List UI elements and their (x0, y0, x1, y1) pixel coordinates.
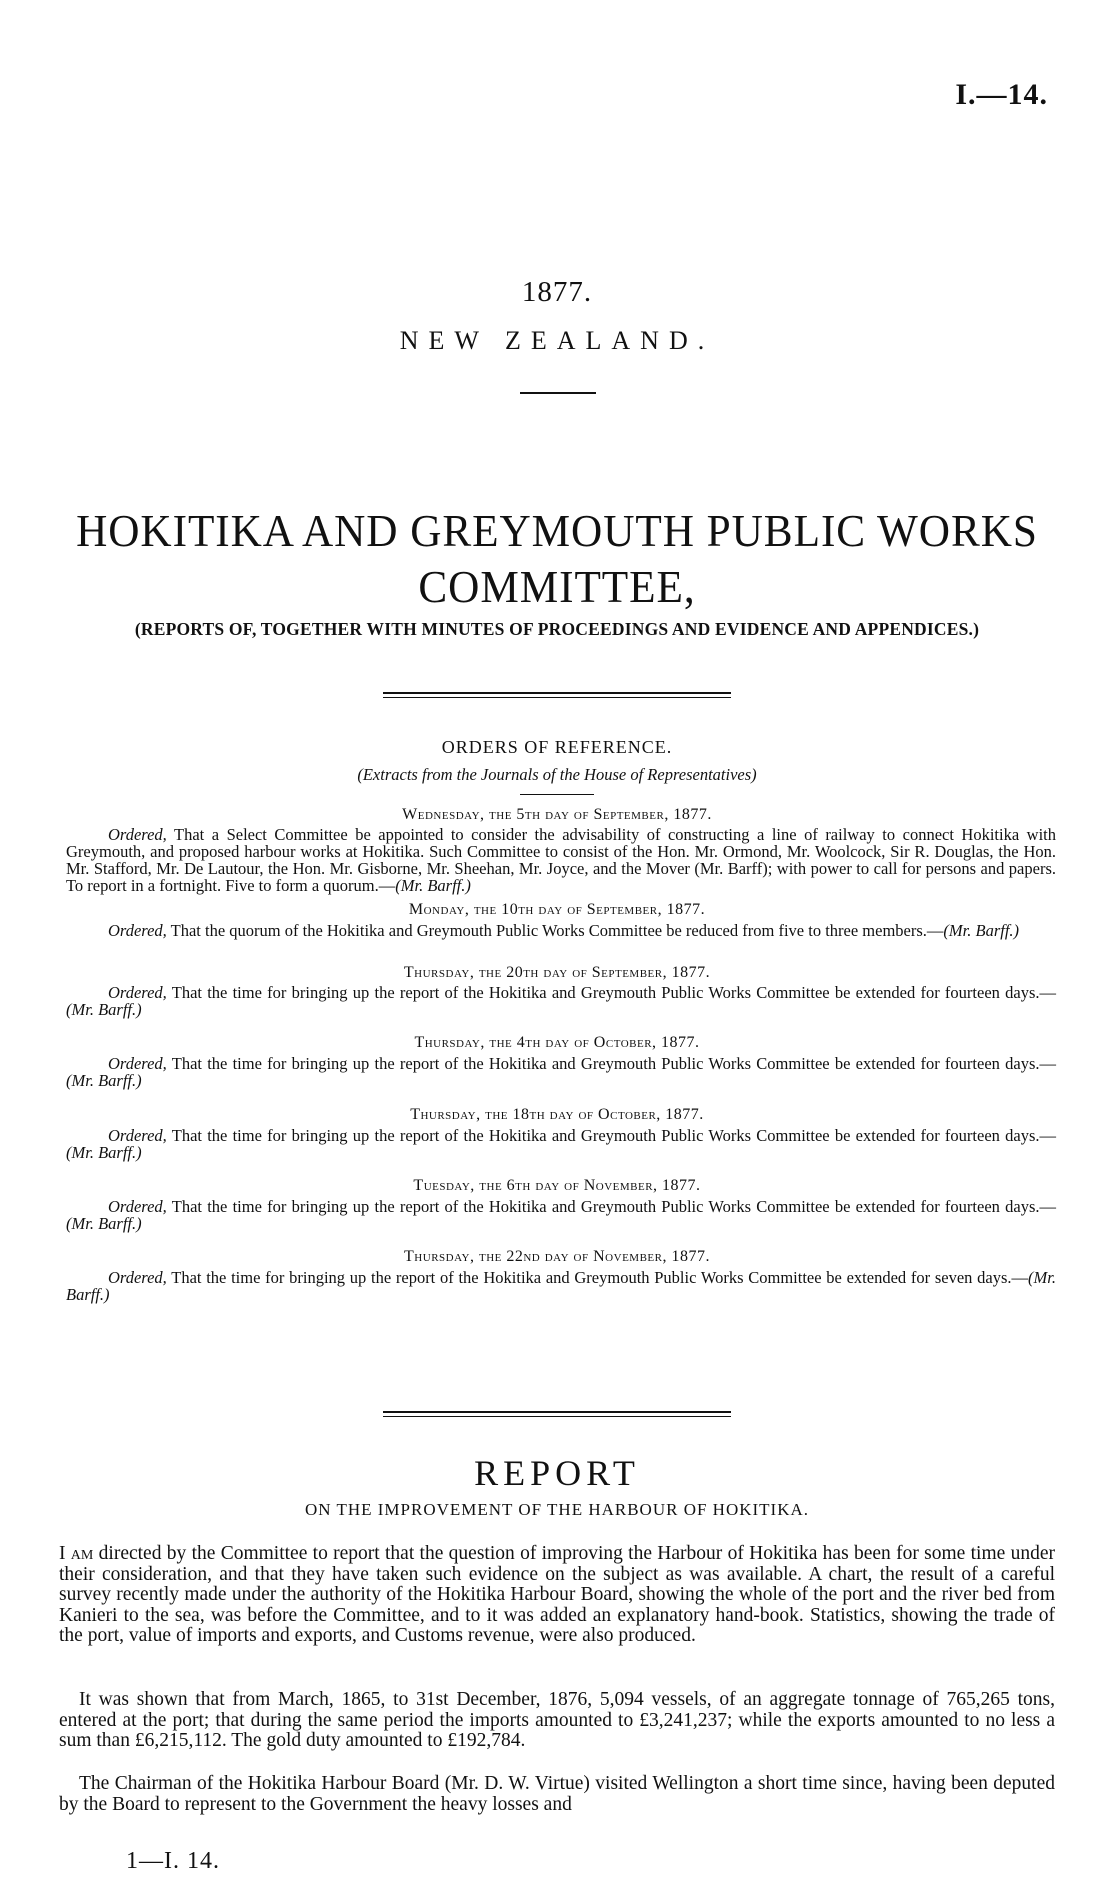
order-lead: Ordered, (108, 1268, 167, 1287)
orders-heading: ORDERS OF REFERENCE. (441, 737, 673, 757)
report-paragraph: It was shown that from March, 1865, to 31st December, 1876, 5,094 vessels, of an aggregate tonnage of 765,265 tons, entered at the port; that during the same period the imports amounted to £3,241,237; while the exports amounted to no less a sum than £6,215,112. The gold duty amounted to £192,784. (59, 1689, 1055, 1751)
order-text: That a Select Committee be appointed to consider the advisability of constructing a line of railway to connect Hokitika with Greymouth, and proposed harbour works at Hokitika. Such Committee to consist of the Hon. Mr. Ormond, Mr. Woolcock, Sir R. Douglas, the Hon. Mr. Stafford, Mr. De Lautour, the Hon. Mr. Gisborne, Mr. Sheehan, Mr. Joyce, and the Mover (Mr. Barff); with power to call for persons and papers. To report in a fortnight. Five to form a quorum.— (66, 825, 1056, 895)
order-lead: Ordered, (108, 1126, 167, 1145)
order-text: That the time for bringing up the report of the Hokitika and Greymouth Public Works Committee be extended for seven days.— (166, 1268, 1029, 1287)
orders-source: (Extracts from the Journals of the House of Representatives) (357, 765, 757, 784)
order-paragraph (66, 1055, 1056, 1089)
order-lead: Ordered, (108, 1197, 167, 1216)
document-reference: I.—14. (955, 78, 1048, 111)
order-date: Thursday, the 20th day of September, 1877. (403, 964, 711, 981)
section-divider (383, 692, 731, 698)
country-heading: NEW ZEALAND. (399, 326, 715, 355)
order-date: Monday, the 10th day of September, 1877. (408, 901, 706, 918)
publication-year: 1877. (521, 276, 593, 308)
short-rule (520, 392, 596, 394)
order-text: That the time for bringing up the report of the Hokitika and Greymouth Public Works Committee be extended for fourteen days.— (166, 983, 1056, 1002)
order-lead: Ordered, (108, 921, 167, 940)
order-paragraph (66, 826, 1056, 894)
report-paragraph: The Chairman of the Hokitika Harbour Board (Mr. D. W. Virtue) visited Wellington a short time since, having been deputed by the Board to represent to the Government the heavy losses and (59, 1773, 1055, 1815)
order-text: That the quorum of the Hokitika and Greymouth Public Works Committee be reduced from five to three members.— (166, 921, 944, 940)
order-lead: Ordered, (108, 825, 167, 844)
report-lead: I am (59, 1543, 94, 1564)
order-date: Thursday, the 18th day of October, 1877. (410, 1106, 704, 1123)
order-date: Wednesday, the 5th day of September, 1877. (402, 806, 712, 823)
order-paragraph (66, 1198, 1056, 1232)
document-subtitle: (REPORTS OF, TOGETHER WITH MINUTES OF PROCEEDINGS AND EVIDENCE AND APPENDICES.) (134, 619, 980, 639)
order-mover: (Mr. Barff.) (66, 1000, 142, 1019)
report-subheading: ON THE IMPROVEMENT OF THE HARBOUR OF HOKITIKA. (304, 1500, 810, 1519)
document-title-line-2: COMMITTEE, (418, 561, 696, 612)
order-mover: (Mr. Barff.) (66, 1214, 142, 1233)
order-mover: (Mr. Barff.) (395, 876, 471, 895)
short-rule (520, 794, 594, 795)
report-heading: REPORT (474, 1453, 640, 1493)
order-mover: (Mr. Barff.) (943, 921, 1020, 940)
document-title-line-1: HOKITIKA AND GREYMOUTH PUBLIC WORKS (76, 505, 1038, 556)
order-paragraph (66, 1269, 1056, 1303)
page-folio: 1—I. 14. (126, 1848, 220, 1874)
order-paragraph (66, 984, 1056, 1018)
order-paragraph (66, 1127, 1056, 1161)
order-mover: (Mr. Barff.) (66, 1143, 142, 1162)
report-text: directed by the Committee to report that the question of improving the Harbour of Hokitika has been for some time under their consideration, and that they have taken such evidence on the subject as was available. A chart, the result of a careful survey recently made under the authority of the Hokitika Harbour Board, showing the whole of the port and the river bed from Kanieri to the sea, was before the Committee, and to it was added an explanatory hand-book. Statistics, showing the trade of the port, value of imports and exports, and Customs revenue, were also produced. (59, 1543, 1055, 1646)
order-lead: Ordered, (108, 983, 167, 1002)
order-text: That the time for bringing up the report of the Hokitika and Greymouth Public Works Committee be extended for fourteen days.— (166, 1054, 1056, 1073)
report-paragraph (59, 1544, 1055, 1647)
order-date: Thursday, the 22nd day of November, 1877. (404, 1248, 710, 1265)
order-date: Tuesday, the 6th day of November, 1877. (413, 1177, 701, 1194)
section-divider (383, 1411, 731, 1417)
order-text: That the time for bringing up the report of the Hokitika and Greymouth Public Works Committee be extended for fourteen days.— (166, 1197, 1056, 1216)
order-mover: (Mr. Barff.) (66, 1268, 1056, 1304)
order-mover: (Mr. Barff.) (66, 1071, 142, 1090)
order-paragraph (66, 922, 1056, 939)
order-date: Thursday, the 4th day of October, 1877. (414, 1034, 700, 1051)
order-lead: Ordered, (108, 1054, 167, 1073)
order-text: That the time for bringing up the report of the Hokitika and Greymouth Public Works Committee be extended for fourteen days.— (166, 1126, 1056, 1145)
